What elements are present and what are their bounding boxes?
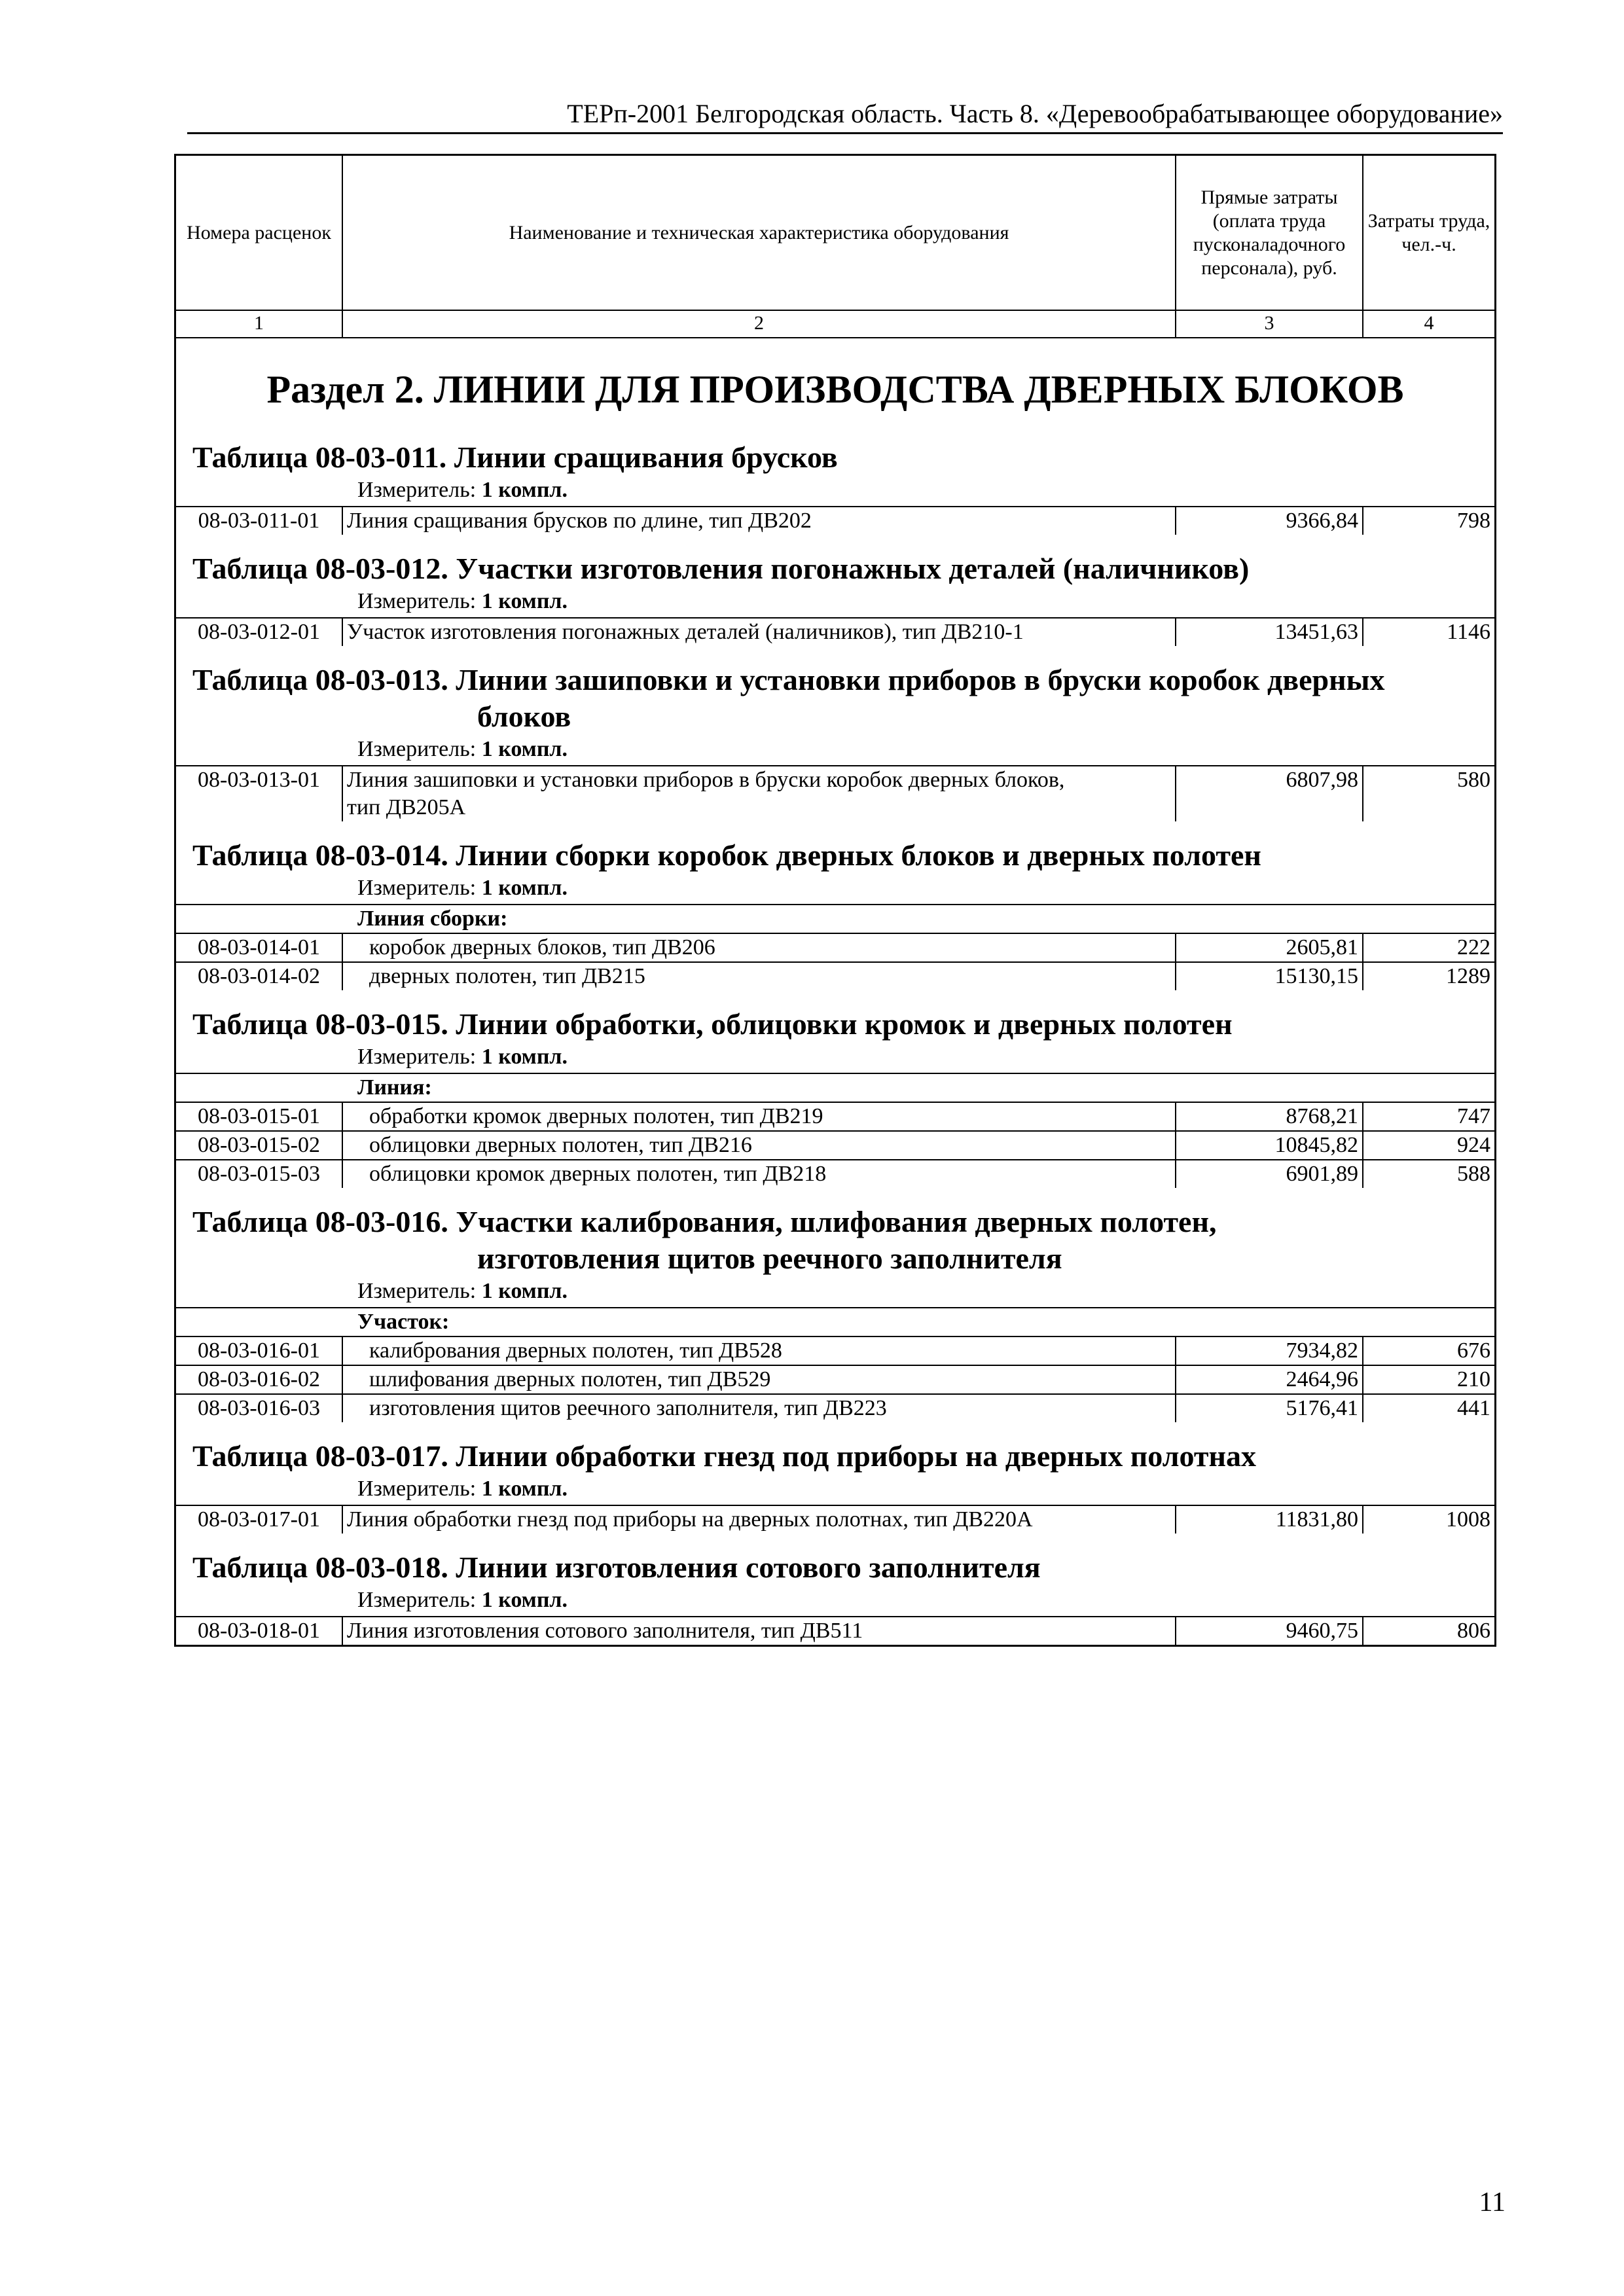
rate-code: 08-03-015-02 (176, 1132, 343, 1159)
equipment-name-text: Линия зашиповки и установки приборов в бруски коробок дверных блоков, (347, 768, 1065, 792)
meter-line (176, 587, 1494, 617)
column-header-row (176, 156, 1494, 311)
direct-cost: 2464,96 (1176, 1366, 1363, 1393)
running-header: ТЕРп-2001 Белгородская область. Часть 8. «Деревообрабатывающее оборудование» (187, 98, 1503, 134)
rate-code: 08-03-014-02 (176, 963, 343, 990)
meter-label: Измеритель: (357, 1477, 477, 1501)
equipment-name (343, 1617, 1176, 1645)
meter-unit: 1 компл. (481, 737, 568, 761)
meter-unit: 1 компл. (481, 478, 568, 502)
column-header-labor: Затраты труда, чел.-ч. (1367, 209, 1490, 255)
column-number: 2 (343, 311, 1176, 337)
equipment-name (343, 1395, 1176, 1422)
group-heading: Линия: (176, 1073, 1494, 1102)
meter-label: Измеритель: (357, 1045, 477, 1069)
table-block (176, 990, 1494, 1188)
section-title: Раздел 2. ЛИНИИ ДЛЯ ПРОИЗВОДСТВА ДВЕРНЫХ БЛОКОВ (266, 368, 1404, 411)
direct-cost: 10845,82 (1176, 1132, 1363, 1159)
meter-unit: 1 компл. (481, 876, 568, 900)
equipment-name-text: Линия обработки гнезд под приборы на дверных полотнах, тип ДВ220А (347, 1507, 1033, 1532)
equipment-name (343, 1103, 1176, 1130)
equipment-name-text: Линия изготовления сотового заполнителя, тип ДВ511 (347, 1619, 863, 1643)
rates-table (174, 154, 1496, 1647)
meter-label: Измеритель: (357, 589, 477, 613)
direct-cost: 9460,75 (1176, 1617, 1363, 1645)
table-title (176, 1534, 1494, 1586)
direct-cost: 8768,21 (1176, 1103, 1363, 1130)
meter-unit: 1 компл. (481, 1477, 568, 1501)
meter-line (176, 1586, 1494, 1616)
labor-cost: 1008 (1446, 1507, 1490, 1532)
direct-cost: 7934,82 (1176, 1337, 1363, 1365)
table-title (176, 990, 1494, 1043)
equipment-name (343, 1506, 1176, 1534)
rate-code: 08-03-012-01 (176, 619, 343, 646)
table-caption: Линии зашиповки и установки приборов в бруски коробок дверных (456, 663, 1385, 696)
table-caption: Линии обработки гнезд под приборы на дверных полотнах (456, 1439, 1257, 1473)
table-caption: Участки изготовления погонажных деталей (наличников) (456, 552, 1250, 585)
table-row (176, 1130, 1494, 1159)
table-block (176, 1188, 1494, 1422)
meter-line (176, 1277, 1494, 1307)
table-number: Таблица 08-03-015. (192, 1007, 448, 1041)
table-number: Таблица 08-03-013. (192, 663, 448, 696)
labor-cost: 222 (1457, 935, 1490, 960)
table-number: Таблица 08-03-012. (192, 552, 448, 585)
meter-label: Измеритель: (357, 876, 477, 900)
table-block (176, 423, 1494, 535)
labor-cost: 798 (1457, 509, 1490, 533)
meter-label: Измеритель: (357, 1588, 477, 1612)
group-heading: Линия сборки: (176, 904, 1494, 933)
table-row (176, 506, 1494, 535)
equipment-name-text: тип ДВ205А (347, 795, 466, 819)
table-number: Таблица 08-03-014. (192, 838, 448, 872)
table-row (176, 961, 1494, 990)
table-caption: Линии изготовления сотового заполнителя (456, 1551, 1041, 1584)
table-title (176, 646, 1494, 735)
equipment-name-text: облицовки дверных полотен, тип ДВ216 (369, 1133, 752, 1157)
table-caption: Линии сращивания брусков (454, 440, 838, 474)
table-number: Таблица 08-03-017. (192, 1439, 448, 1473)
group-heading: Участок: (176, 1307, 1494, 1336)
meter-line (176, 874, 1494, 904)
labor-cost: 806 (1457, 1619, 1490, 1643)
equipment-name-text: Линия сращивания брусков по длине, тип ДВ202 (347, 509, 812, 533)
table-number: Таблица 08-03-018. (192, 1551, 448, 1584)
direct-cost: 6807,98 (1176, 766, 1363, 821)
equipment-name-text: облицовки кромок дверных полотен, тип ДВ218 (369, 1162, 827, 1186)
equipment-name (343, 1160, 1176, 1188)
table-row (176, 1102, 1494, 1130)
rate-code: 08-03-014-01 (176, 934, 343, 961)
equipment-name-text: коробок дверных блоков, тип ДВ206 (369, 935, 715, 960)
table-title (176, 535, 1494, 587)
table-block (176, 646, 1494, 821)
meter-line (176, 735, 1494, 765)
equipment-name (343, 1132, 1176, 1159)
rate-code: 08-03-015-03 (176, 1160, 343, 1188)
direct-cost: 13451,63 (1176, 619, 1363, 646)
direct-cost: 15130,15 (1176, 963, 1363, 990)
column-header-codes: Номера расценок (176, 156, 343, 310)
table-title (176, 1188, 1494, 1277)
rate-code: 08-03-015-01 (176, 1103, 343, 1130)
table-block (176, 535, 1494, 646)
table-number: Таблица 08-03-011. (192, 440, 447, 474)
table-row (176, 1365, 1494, 1393)
column-number-row (176, 311, 1494, 338)
column-number: 1 (176, 311, 343, 337)
labor-cost: 1289 (1446, 964, 1490, 988)
meter-label: Измеритель: (357, 1279, 477, 1303)
table-block (176, 821, 1494, 990)
table-caption: Линии обработки, облицовки кромок и дверных полотен (456, 1007, 1233, 1041)
meter-label: Измеритель: (357, 737, 477, 761)
equipment-name-text: калибрования дверных полотен, тип ДВ528 (369, 1338, 782, 1363)
equipment-name-text: обработки кромок дверных полотен, тип ДВ219 (369, 1104, 823, 1128)
meter-unit: 1 компл. (481, 1279, 568, 1303)
table-number: Таблица 08-03-016. (192, 1205, 448, 1238)
table-row (176, 765, 1494, 821)
equipment-name (343, 1337, 1176, 1365)
table-row (176, 617, 1494, 646)
labor-cost: 1146 (1447, 620, 1490, 644)
equipment-name (343, 934, 1176, 961)
table-row (176, 1505, 1494, 1534)
equipment-name (343, 619, 1176, 646)
column-number: 4 (1424, 312, 1434, 334)
table-caption-continuation: блоков (477, 700, 571, 733)
direct-cost: 5176,41 (1176, 1395, 1363, 1422)
labor-cost: 588 (1457, 1162, 1490, 1186)
table-row (176, 1159, 1494, 1188)
column-number: 3 (1176, 311, 1363, 337)
meter-line (176, 1043, 1494, 1073)
equipment-name (343, 1366, 1176, 1393)
rate-code: 08-03-011-01 (176, 507, 343, 535)
rate-code: 08-03-016-03 (176, 1395, 343, 1422)
table-row (176, 1616, 1494, 1645)
rate-code: 08-03-017-01 (176, 1506, 343, 1534)
rate-code: 08-03-016-01 (176, 1337, 343, 1365)
labor-cost: 924 (1457, 1133, 1490, 1157)
labor-cost: 441 (1457, 1396, 1490, 1420)
meter-unit: 1 компл. (481, 1045, 568, 1069)
table-row (176, 933, 1494, 961)
table-title (176, 821, 1494, 874)
table-row (176, 1393, 1494, 1422)
direct-cost: 2605,81 (1176, 934, 1363, 961)
equipment-name-text: шлифования дверных полотен, тип ДВ529 (369, 1367, 771, 1391)
table-block (176, 1422, 1494, 1534)
rate-code: 08-03-018-01 (176, 1617, 343, 1645)
table-caption-continuation: изготовления щитов реечного заполнителя (477, 1242, 1062, 1275)
equipment-name-text: Участок изготовления погонажных деталей (наличников), тип ДВ210-1 (347, 620, 1024, 644)
table-row (176, 1336, 1494, 1365)
direct-cost: 9366,84 (1176, 507, 1363, 535)
labor-cost: 580 (1457, 768, 1490, 792)
table-title (176, 423, 1494, 476)
table-title (176, 1422, 1494, 1475)
column-header-name: Наименование и техническая характеристика оборудования (343, 156, 1176, 310)
table-caption: Линии сборки коробок дверных блоков и дверных полотен (456, 838, 1261, 872)
equipment-name (343, 507, 1176, 535)
meter-label: Измеритель: (357, 478, 477, 502)
rate-code: 08-03-016-02 (176, 1366, 343, 1393)
tables-container (176, 423, 1494, 1645)
equipment-name-text: дверных полотен, тип ДВ215 (369, 964, 645, 988)
column-header-direct-costs: Прямые затраты (оплата труда пусконаладочного персонала), руб. (1176, 156, 1363, 310)
labor-cost: 747 (1457, 1104, 1490, 1128)
equipment-name-text: изготовления щитов реечного заполнителя, тип ДВ223 (369, 1396, 887, 1420)
meter-unit: 1 компл. (481, 1588, 568, 1612)
labor-cost: 676 (1457, 1338, 1490, 1363)
page-number: 11 (1479, 2187, 1506, 2217)
equipment-name (343, 963, 1176, 990)
table-block (176, 1534, 1494, 1645)
direct-cost: 6901,89 (1176, 1160, 1363, 1188)
labor-cost: 210 (1457, 1367, 1490, 1391)
table-caption: Участки калибрования, шлифования дверных полотен, (456, 1205, 1217, 1238)
meter-line (176, 476, 1494, 506)
rate-code: 08-03-013-01 (176, 766, 343, 821)
meter-line (176, 1475, 1494, 1505)
direct-cost: 11831,80 (1176, 1506, 1363, 1534)
equipment-name (343, 766, 1176, 821)
meter-unit: 1 компл. (481, 589, 568, 613)
